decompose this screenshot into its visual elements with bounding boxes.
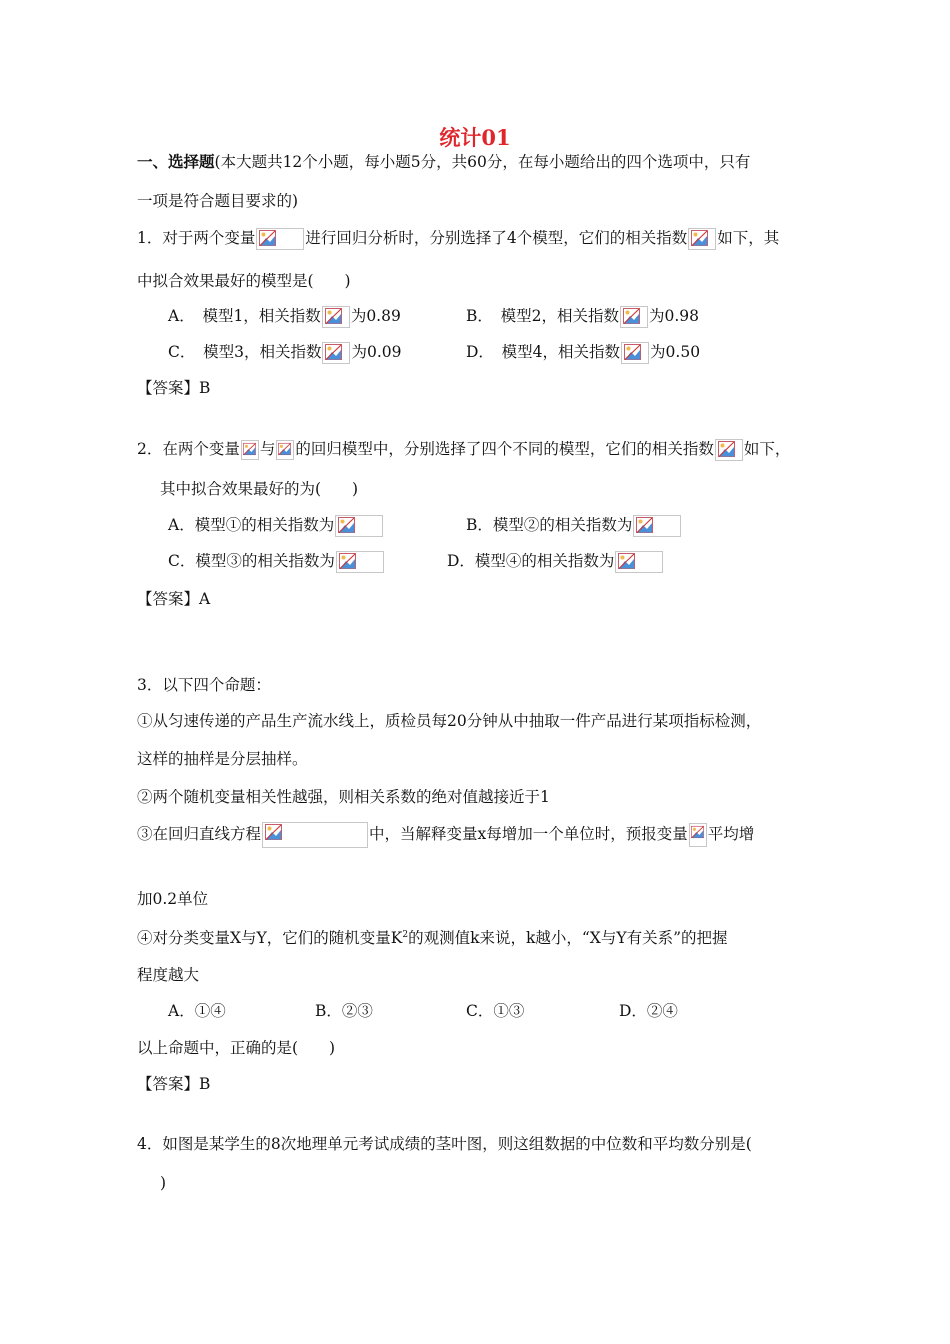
q2-option-b bbox=[466, 514, 682, 537]
image-placeholder-icon bbox=[336, 551, 384, 573]
q1-option-b bbox=[466, 305, 699, 328]
q1-text-b: 进行回归分析时，分别选择了4个模型，它们的相关指数 bbox=[305, 229, 688, 247]
image-placeholder-icon bbox=[689, 823, 707, 847]
q1-option-a bbox=[168, 305, 401, 328]
image-placeholder-icon bbox=[633, 515, 681, 537]
image-placeholder-icon bbox=[322, 306, 350, 328]
q1-option-c-label: C． 模型3，相关指数 bbox=[168, 343, 322, 361]
q2-text-a: 2．在两个变量 bbox=[137, 440, 240, 458]
q2-text-c: 的回归模型中，分别选择了四个不同的模型，它们的相关指数 bbox=[295, 440, 714, 458]
q2-option-a-label: A．模型①的相关指数为 bbox=[168, 516, 335, 534]
q3-intro: 3．以下四个命题： bbox=[137, 676, 271, 694]
image-placeholder-icon bbox=[256, 228, 304, 250]
q3-s3-text-c: 平均增 bbox=[707, 825, 755, 843]
q3-option-a: A．①④ bbox=[168, 1002, 226, 1020]
q1-option-d-value: 为0.50 bbox=[650, 343, 701, 361]
image-placeholder-icon bbox=[620, 306, 648, 328]
q2-text-d: 如下， bbox=[743, 440, 791, 458]
image-placeholder-icon bbox=[715, 439, 743, 461]
q1-option-b-label: B． 模型2，相关指数 bbox=[466, 307, 620, 325]
q3-option-c: C．①③ bbox=[466, 1002, 525, 1020]
q1-stem-line1 bbox=[137, 227, 779, 250]
q3-s3-text-b: 中，当解释变量x每增加一个单位时，预报变量 bbox=[369, 825, 688, 843]
image-placeholder-icon bbox=[276, 440, 294, 460]
image-placeholder-icon bbox=[322, 342, 350, 364]
q4-stem-line2: ) bbox=[160, 1174, 167, 1192]
q2-text-b: 与 bbox=[259, 440, 276, 458]
q1-option-c-value: 为0.09 bbox=[351, 343, 402, 361]
q2-option-c bbox=[168, 550, 385, 573]
q1-answer: 【答案】B bbox=[137, 379, 211, 397]
section-instructions-cont: 一项是符合题目要求的) bbox=[137, 192, 299, 210]
image-placeholder-icon bbox=[241, 440, 259, 460]
q1-option-a-value: 为0.89 bbox=[350, 307, 401, 325]
q3-statement-3-cont: 加0.2单位 bbox=[137, 890, 209, 908]
image-placeholder-icon bbox=[615, 551, 663, 573]
image-placeholder-icon bbox=[262, 822, 368, 848]
q3-s4-text-a: ④对分类变量X与Y，它们的随机变量K bbox=[137, 929, 403, 948]
q1-text-c: 如下，其 bbox=[717, 229, 780, 247]
q1-option-d bbox=[466, 341, 700, 364]
section-heading: 一、选择题 bbox=[137, 152, 215, 171]
q3-s4-superscript: 2 bbox=[402, 930, 409, 940]
q3-statement-3 bbox=[137, 822, 754, 848]
page-title: 统计01 bbox=[439, 125, 511, 150]
q2-stem-line1 bbox=[137, 438, 790, 461]
q1-text-a: 1．对于两个变量 bbox=[137, 229, 256, 247]
q3-statement-2: ②两个随机变量相关性越强，则相关系数的绝对值越接近于1 bbox=[137, 788, 550, 806]
section-instructions: (本大题共12个小题，每小题5分，共60分，在每小题给出的四个选项中，只有 bbox=[214, 153, 751, 171]
q3-s3-text-a: ③在回归直线方程 bbox=[137, 825, 262, 843]
q1-option-a-label: A． 模型1，相关指数 bbox=[168, 307, 321, 325]
q2-stem-line2: 其中拟合效果最好的为( ) bbox=[160, 480, 359, 498]
q1-option-c bbox=[168, 341, 402, 364]
q3-option-d: D．②④ bbox=[619, 1002, 678, 1020]
q3-statement-1b: 这样的抽样是分层抽样。 bbox=[137, 750, 308, 768]
q2-option-d bbox=[447, 550, 664, 573]
q3-answer: 【答案】B bbox=[137, 1075, 211, 1093]
image-placeholder-icon bbox=[335, 515, 383, 537]
q2-option-c-label: C．模型③的相关指数为 bbox=[168, 552, 335, 570]
q2-option-b-label: B．模型②的相关指数为 bbox=[466, 516, 633, 534]
q4-stem-line1: 4．如图是某学生的8次地理单元考试成绩的茎叶图，则这组数据的中位数和平均数分别是( bbox=[137, 1135, 752, 1153]
q2-option-a bbox=[168, 514, 384, 537]
q3-option-b: B．②③ bbox=[315, 1002, 373, 1020]
q2-answer: 【答案】A bbox=[137, 590, 211, 608]
q3-statement-1a: ①从匀速传递的产品生产流水线上，质检员每20分钟从中抽取一件产品进行某项指标检测， bbox=[137, 712, 762, 730]
q1-option-b-value: 为0.98 bbox=[649, 307, 700, 325]
image-placeholder-icon bbox=[688, 228, 716, 250]
q3-s4-text-b: 的观测值k来说，k越小，“X与Y有关系”的把握 bbox=[408, 929, 728, 948]
q3-question: 以上命题中，正确的是( ) bbox=[137, 1039, 336, 1057]
image-placeholder-icon bbox=[621, 342, 649, 364]
q1-stem-line2: 中拟合效果最好的模型是( ) bbox=[137, 272, 351, 290]
section-header bbox=[137, 151, 750, 173]
q3-statement-4b: 程度越大 bbox=[137, 966, 200, 984]
q1-option-d-label: D． 模型4，相关指数 bbox=[466, 343, 621, 361]
q3-statement-4a bbox=[137, 924, 728, 949]
q2-option-d-label: D．模型④的相关指数为 bbox=[447, 552, 615, 570]
